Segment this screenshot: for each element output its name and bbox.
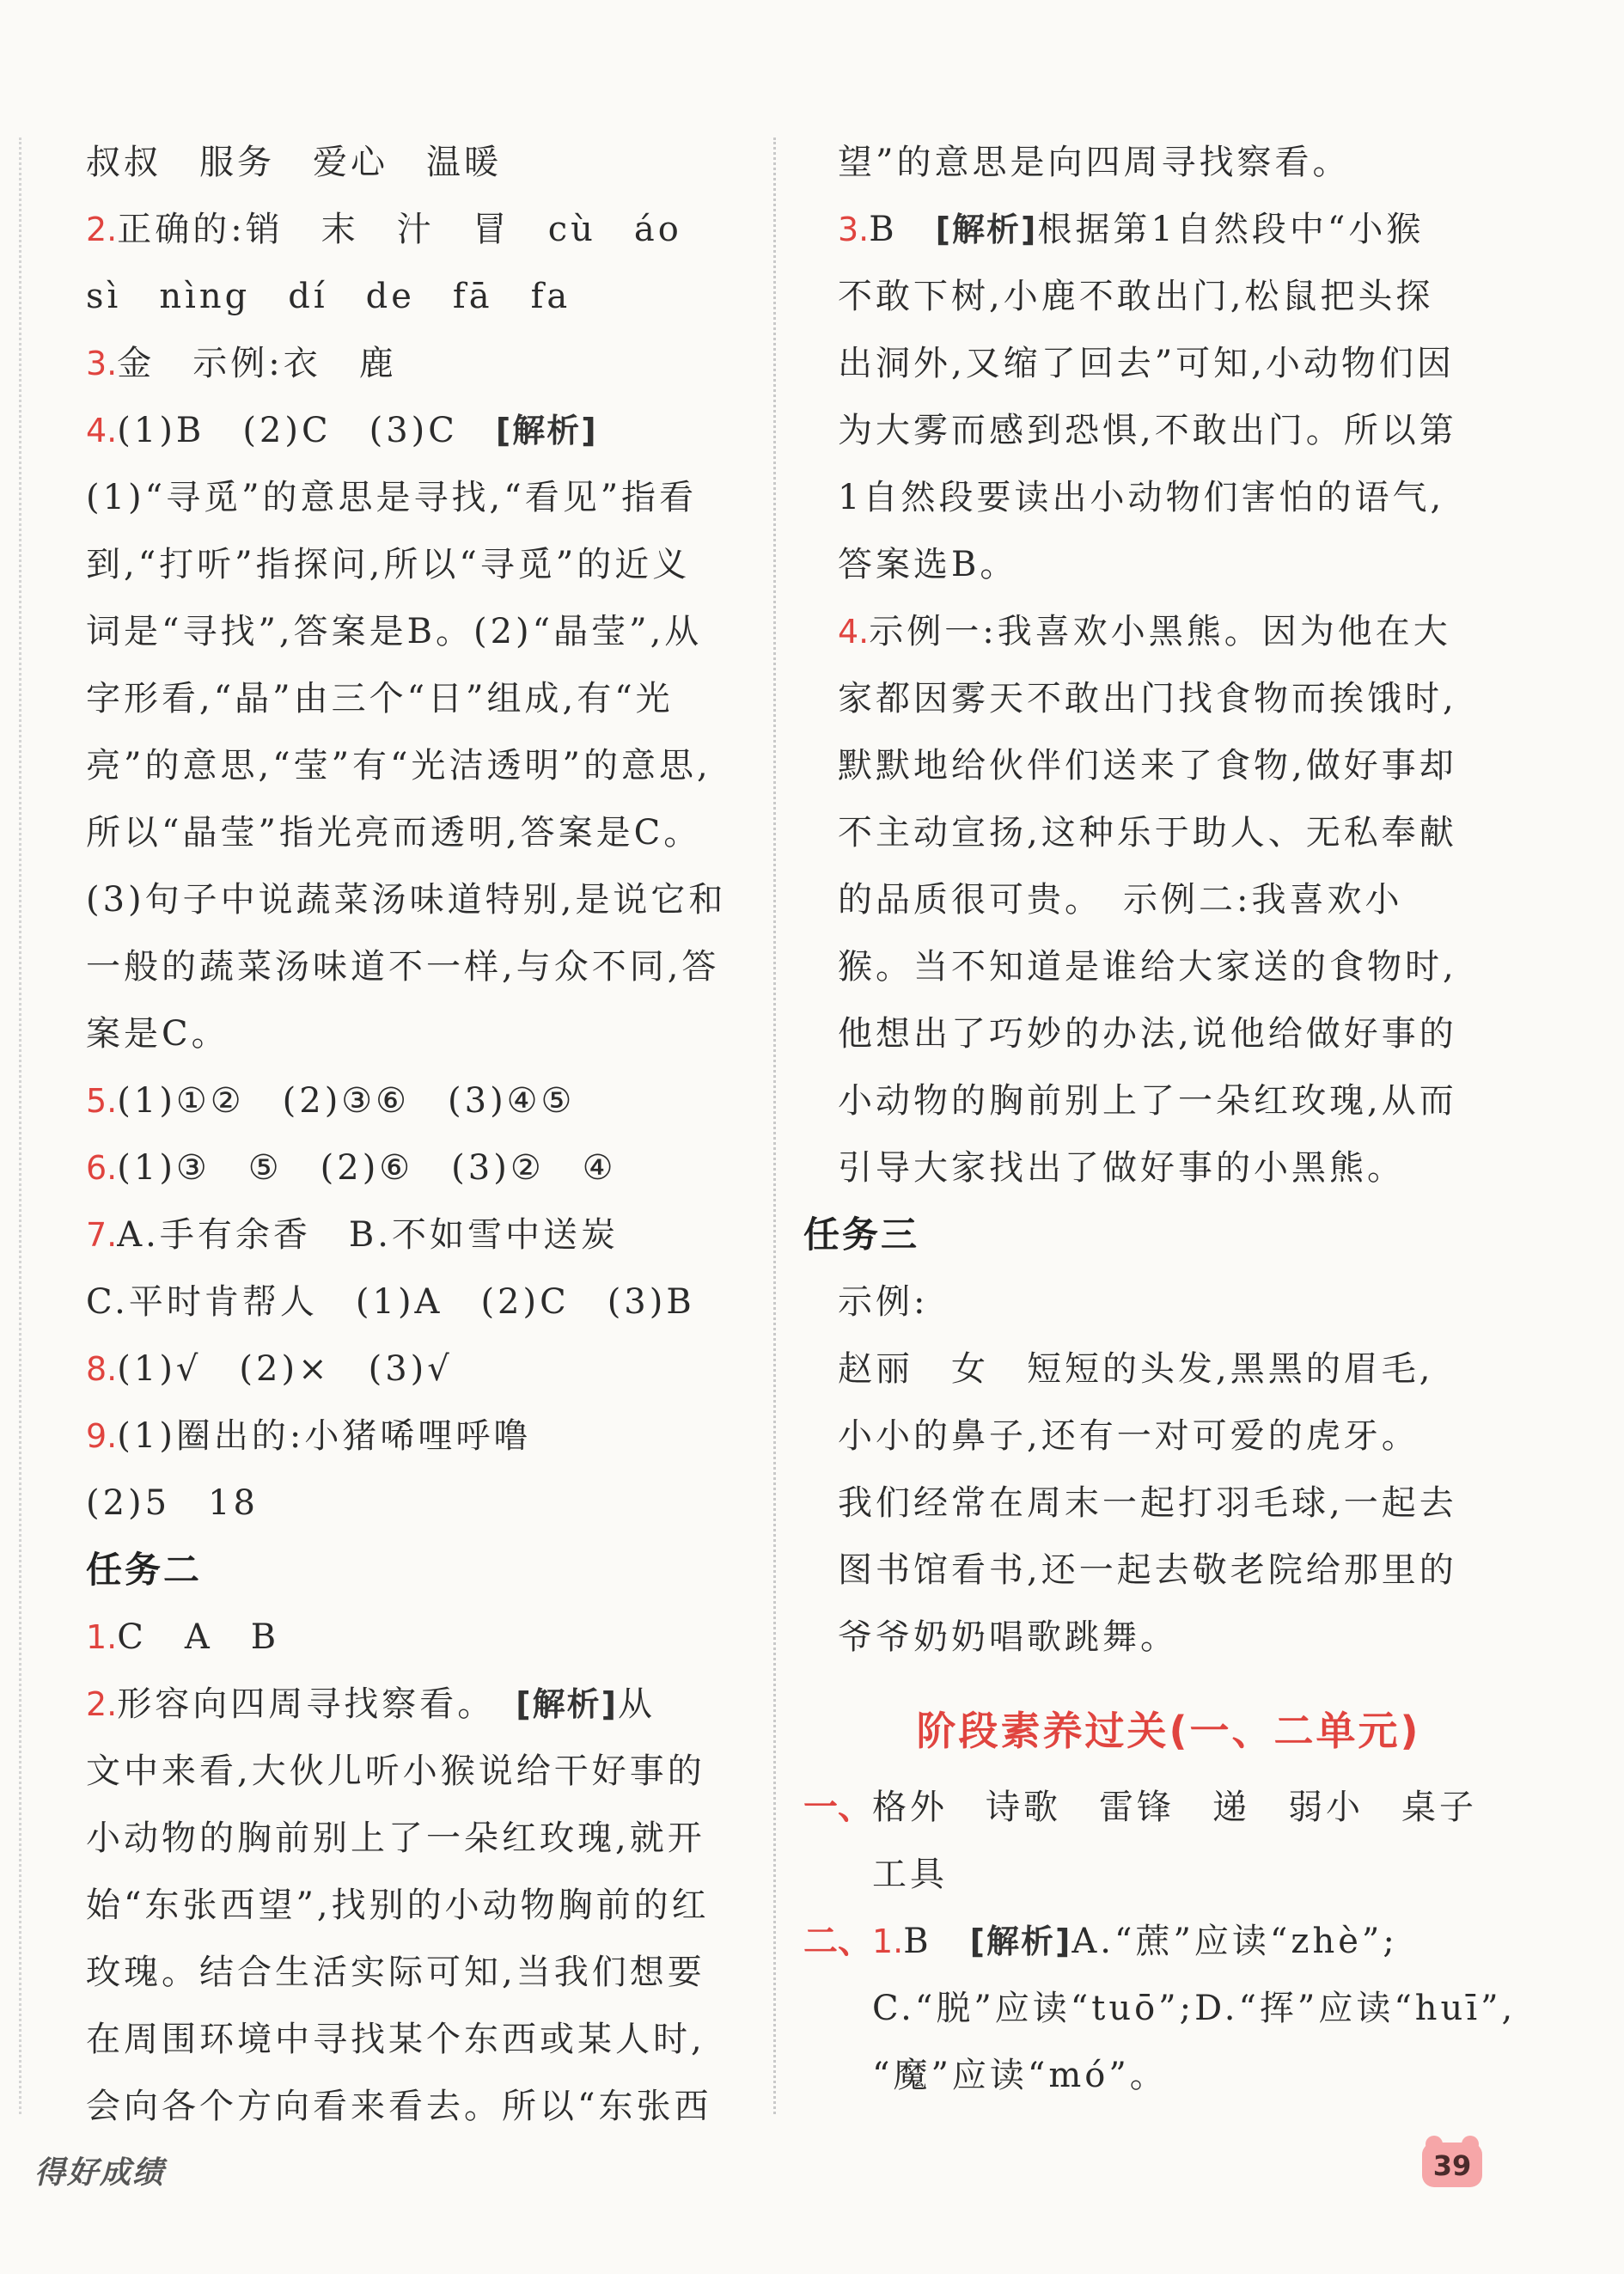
left-edge-divider (19, 138, 21, 2114)
text-line (86, 933, 748, 1000)
line-text: sì nìng dí de fā fa (86, 277, 571, 316)
text-line (838, 1134, 1499, 1201)
line-text: 始“东张西望”,找别的小动物胸前的红 (86, 1886, 710, 1925)
text-line (838, 732, 1499, 799)
line-text: (2)5 18 (86, 1483, 259, 1523)
text-line (86, 1671, 748, 1738)
text-line (86, 1268, 748, 1336)
line-text: 我们经常在周末一起打羽毛球,一起去 (838, 1483, 1457, 1523)
line-text: 不主动宣扬,这种乐于助人、无私奉献 (838, 813, 1457, 853)
text-line (838, 464, 1499, 531)
line-text: (1)B (2)C (3)C (117, 411, 496, 450)
line-text: 为大雾而感到恐惧,不敢出门。所以第 (838, 411, 1457, 450)
line-text: 案是C。 (86, 1014, 229, 1054)
text-line (838, 330, 1499, 397)
text-line (86, 129, 748, 196)
line-text: 从 (618, 1684, 656, 1724)
text-line (86, 1000, 748, 1067)
line-text: 引导大家找出了做好事的小黑熊。 (838, 1148, 1405, 1188)
item-number: 6. (86, 1149, 118, 1187)
item-number: 3. (838, 211, 870, 248)
text-line (86, 531, 748, 598)
text-line (838, 1403, 1499, 1470)
text-line (86, 464, 748, 531)
line-text: 猴。当不知道是谁给大家送的食物时, (838, 947, 1457, 987)
text-line (838, 1604, 1499, 1671)
right-column (803, 129, 1517, 2109)
text-line (86, 799, 748, 866)
line-text: C.“脱”应读“tuō”;D.“挥”应读“huī”, (872, 1989, 1517, 2028)
item-number: 4. (838, 613, 870, 651)
text-line (838, 531, 1499, 598)
text-line (838, 799, 1499, 866)
left-column (86, 129, 748, 2140)
line-text: 词是“寻找”,答案是B。(2)“晶莹”,从 (86, 612, 703, 651)
text-line (838, 1470, 1499, 1537)
item-number: 9. (86, 1417, 118, 1455)
text-line (838, 598, 1499, 665)
line-text: 默默地给伙伴们送来了食物,做好事却 (838, 746, 1457, 786)
line-text: 工具 (872, 1855, 948, 1894)
item-number: 8. (86, 1350, 118, 1388)
line-text: A.手有余香 B.不如雪中送炭 (117, 1215, 619, 1255)
text-line (86, 665, 748, 732)
item-number: 1. (872, 1923, 904, 1960)
text-line (803, 1908, 1499, 1975)
line-text: (3)句子中说蔬菜汤味道特别,是说它和 (86, 880, 727, 920)
stage-title: 阶段素养过关(一、二单元) (916, 1708, 1421, 1754)
item-number: 3. (86, 345, 118, 382)
text-line (86, 397, 748, 464)
line-text: 亮”的意思,“莹”有“光洁透明”的意思, (86, 746, 711, 786)
line-text: 一般的蔬菜汤味道不一样,与众不同,答 (86, 947, 720, 987)
text-line (86, 1403, 748, 1470)
line-text: 望”的意思是向四周寻找察看。 (838, 143, 1351, 182)
section-number: 一、 (803, 1788, 872, 1827)
stage-answers (803, 1774, 1517, 2109)
item-number: 2. (86, 211, 118, 248)
line-text: 家都因雾天不敢出门找食物而挨饿时, (838, 679, 1457, 718)
text-line (86, 330, 748, 397)
line-text: C.平时肯帮人 (1)A (2)C (3)B (86, 1282, 695, 1322)
line-text: C A B (117, 1617, 280, 1657)
text-line (86, 598, 748, 665)
publisher-logo: 得好成绩 (34, 2155, 166, 2191)
line-text: 所以“晶莹”指光亮而透明,答案是C。 (86, 813, 702, 853)
text-line (803, 2042, 1499, 2109)
text-line (86, 1134, 748, 1201)
text-line (86, 1939, 748, 2006)
text-line (838, 1067, 1499, 1134)
item-number: 7. (86, 1216, 118, 1254)
line-text: 金 示例:衣 鹿 (117, 344, 397, 383)
line-text: 到,“打听”指探问,所以“寻觅”的近义 (86, 545, 691, 584)
page-number-badge (1422, 2136, 1482, 2187)
line-text: 图书馆看书,还一起去敬老院给那里的 (838, 1550, 1457, 1590)
text-line (86, 1872, 748, 1939)
line-text: 爷爷奶奶唱歌跳舞。 (838, 1617, 1178, 1657)
item-number: 2. (86, 1685, 118, 1723)
line-text: (1)①② (2)③⑥ (3)④⑤ (117, 1081, 576, 1121)
text-line (86, 1604, 748, 1671)
line-text: 文中来看,大伙儿听小猴说给干好事的 (86, 1751, 705, 1791)
section-number: 二、 (803, 1922, 872, 1961)
analysis-tag: [解析] (969, 1923, 1072, 1960)
line-text: 出洞外,又缩了回去”可知,小动物们因 (838, 344, 1455, 383)
line-text: 正确的:销 末 汁 冒 cù áo (117, 210, 682, 249)
line-text: 不敢下树,小鹿不敢出门,松鼠把头探 (838, 277, 1434, 316)
line-text: 形容向四周寻找察看。 (117, 1684, 516, 1724)
line-text: 小动物的胸前别上了一朵红玫瑰,从而 (838, 1081, 1457, 1121)
text-line (838, 1537, 1499, 1604)
line-text: (1)③ ⑤ (2)⑥ (3)② ④ (117, 1148, 617, 1188)
line-text: 答案选B。 (838, 545, 1018, 584)
text-line (86, 1470, 748, 1537)
line-text: 会向各个方向看来看去。所以“东张西 (86, 2087, 712, 2126)
line-text: 的品质很可贵。 示例二:我喜欢小 (838, 880, 1403, 920)
line-text: 在周围环境中寻找某个东西或某人时, (86, 2020, 705, 2059)
text-line (86, 1336, 748, 1403)
line-text: (1)“寻觅”的意思是寻找,“看见”指看 (86, 478, 698, 517)
text-line (803, 1841, 1499, 1908)
text-line (838, 665, 1499, 732)
text-line (86, 263, 748, 330)
text-line (86, 1201, 748, 1268)
line-text: 根据第1自然段中“小猴 (1037, 210, 1425, 249)
text-line (86, 1067, 748, 1134)
text-line (86, 1805, 748, 1872)
line-text: 字形看,“晶”由三个“日”组成,有“光 (86, 679, 674, 718)
item-number: 4. (86, 412, 118, 449)
line-text: 示例: (838, 1282, 929, 1322)
line-text: “魔”应读“mó”。 (872, 2056, 1168, 2095)
text-line (86, 2006, 748, 2073)
text-line (838, 866, 1499, 933)
text-line (86, 1738, 748, 1805)
text-line (838, 196, 1499, 263)
analysis-tag: [解析] (516, 1685, 619, 1723)
text-line (86, 732, 748, 799)
text-line (838, 263, 1499, 330)
line-text: 赵丽 女 短短的头发,黑黑的眉毛, (838, 1349, 1434, 1389)
line-text: (1)√ (2)× (3)√ (117, 1349, 453, 1389)
text-line (86, 2073, 748, 2140)
item-number: 1. (86, 1618, 118, 1656)
text-line (838, 1268, 1499, 1336)
line-text: 叔叔 服务 爱心 温暖 (86, 143, 502, 182)
text-line (803, 1774, 1499, 1841)
line-text: 小动物的胸前别上了一朵红玫瑰,就开 (86, 1819, 705, 1858)
line-text: 他想出了巧妙的办法,说他给做好事的 (838, 1014, 1457, 1054)
column-divider (773, 138, 776, 2114)
line-text: A.“蔗”应读“zhè”; (1071, 1922, 1398, 1961)
text-line (838, 1000, 1499, 1067)
analysis-tag: [解析] (495, 412, 598, 449)
text-line (838, 129, 1499, 196)
text-line (838, 933, 1499, 1000)
item-number: 5. (86, 1082, 118, 1120)
line-text: B (869, 210, 936, 249)
text-line (803, 1975, 1517, 2042)
text-line (838, 397, 1499, 464)
page-number: 39 (1432, 2149, 1472, 2182)
line-text: 格外 诗歌 雷锋 递 弱小 桌子 (872, 1788, 1477, 1827)
text-line (838, 1336, 1499, 1403)
line-text: 示例一:我喜欢小黑熊。因为他在大 (869, 612, 1451, 651)
text-line (86, 866, 748, 933)
line-text: 小小的鼻子,还有一对可爱的虎牙。 (838, 1416, 1419, 1456)
line-text: 1自然段要读出小动物们害怕的语气, (838, 478, 1445, 517)
section-heading-task3: 任务三 (803, 1213, 920, 1256)
line-text: B (903, 1922, 970, 1961)
section-heading-task2: 任务二 (86, 1549, 203, 1591)
analysis-tag: [解析] (935, 211, 1038, 248)
text-line (86, 196, 748, 263)
line-text: (1)圈出的:小猪唏哩呼噜 (117, 1416, 532, 1456)
line-text: 玫瑰。结合生活实际可知,当我们想要 (86, 1953, 705, 1992)
